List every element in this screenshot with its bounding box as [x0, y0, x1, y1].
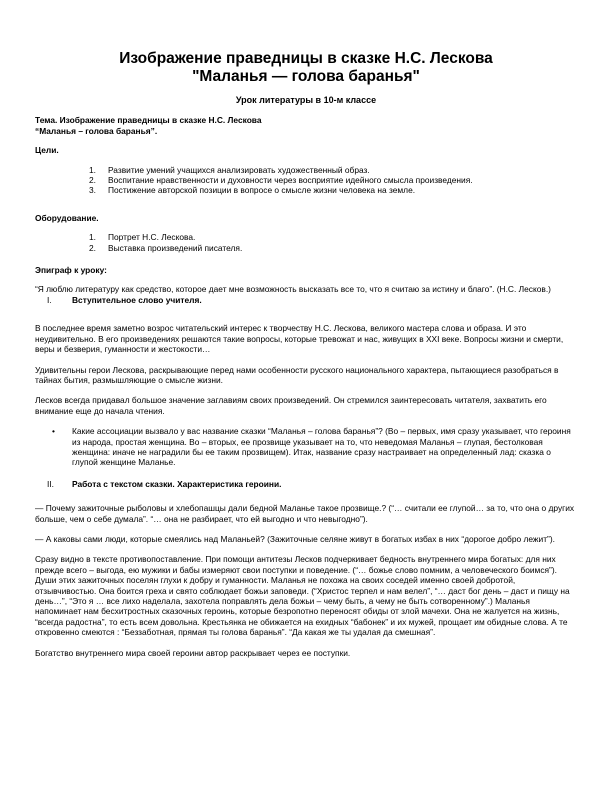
title-line-1: Изображение праведницы в сказке Н.С. Лескова — [119, 50, 493, 67]
section-1-heading — [35, 295, 577, 305]
topic-line-1: Тема. Изображение праведницы в сказке Н.С. Лескова — [35, 115, 262, 126]
topic — [35, 115, 577, 136]
section-2-heading — [35, 479, 577, 489]
equipment-list — [35, 232, 577, 253]
list-number: 1. — [89, 164, 96, 175]
list-item — [35, 165, 577, 175]
document-title — [35, 50, 577, 86]
section-2-title: Работа с текстом сказки. Характеристика героини. — [72, 478, 282, 489]
equipment-heading: Оборудование. — [35, 212, 99, 223]
paragraph: — Почему зажиточные рыболовы и хлебопашцы дали бедной Маланье такое прозвище.? (“… считали ее глупой… за то, что она о других больше, чем о себе думала”. “… она не разбирает, что ей выгодно и что невыгодно”). — [35, 503, 575, 524]
bullet-icon: • — [52, 426, 55, 437]
title-line-2: "Маланья — голова баранья" — [192, 68, 420, 85]
document-page — [35, 50, 577, 658]
paragraph: В последнее время заметно возрос читательский интерес к творчеству Н.С. Лескова, великого мастера слова и образа. И это неудивительно. В его произведениях решаются такие вопросы, которые тревожат и нас, живущих в XXI веке. Вопросы жизни и смерти, веры и безверия, гуманности и жестокости… — [35, 323, 564, 355]
paragraph: Лесков всегда придавал большое значение заглавиям своих произведений. Он стремился заинтересовать читателя, захватить его внимание еще до начала чтения. — [35, 395, 547, 416]
list-item — [35, 185, 577, 195]
list-number: 3. — [89, 185, 96, 196]
list-text: Постижение авторской позиции в вопросе о смысле жизни человека на земле. — [108, 185, 416, 196]
paragraph: Сразу видно в тексте противопоставление. При помощи антитезы Лесков подчеркивает бедность внутреннего мира богатых: для них прежде всего – выгода, ею мужики и бабы измеряют свои поступки и поведение. (“… божье слово помним, а человеческого боимся”). Души этих зажиточных поселян глухи к добру и гуманности. Маланья не похожа на своих соседей именно своей добротой, отзывчивостью. Она боится греха и свято соблюдает божьи заповеди. (“Христос терпел и нам велел”, “… даст бог день – даст и пищу на день…”, “Это я … все лихо наделала, захотела поправлять дела божьи – чему быть, а чему не быть сотворенному”.) Маланья напоминает нам бесхитростных сказочных героинь, которые безропотно переносят обиды от злой мачехи. Она не жалуется на жизнь, “всегда радостна”, то есть всем довольна. Крестьянка не обижается на ехидных “бабонек” и их мужей, прощает им обидные слова. А те откровенно смеются : “Беззаботная, прямая ты голова баранья”. “Да какая же ты удалая да смешная”. — [35, 554, 570, 638]
list-number: 1. — [89, 232, 96, 243]
subtitle: Урок литературы в 10-м классе — [235, 95, 377, 105]
paragraph: Богатство внутреннего мира своей героини автор раскрывает через ее поступки. — [35, 647, 351, 658]
list-text: Воспитание нравственности и духовности через восприятие идейного смысла произведения. — [108, 175, 473, 186]
list-number: 2. — [89, 175, 96, 186]
goals-heading: Цели. — [35, 145, 59, 156]
list-item — [35, 243, 577, 253]
goals-list — [35, 165, 577, 196]
list-item — [35, 426, 577, 468]
list-text: Какие ассоциации вызвало у вас название сказки “Маланья – голова баранья”? (Во – первых, имя сразу указывает, что героиня из народа, простая женщина. Во – вторых, ее прозвище указывает на то, что неведомая Маланья – глупая, бестолковая женщина: иначе не наградили бы ее таким прозвищем). Итак, название сразу настраивает на определенный лад: сказка о глупой женщине Маланье. — [72, 426, 571, 468]
list-text: Выставка произведений писателя. — [108, 242, 243, 253]
paragraph: Удивительны герои Лескова, раскрывающие перед нами особенности русского национального характера, пытающиеся разобраться в тайнах бытия, размышляющие о смысле жизни. — [35, 364, 559, 385]
bullet-list — [35, 426, 577, 468]
paragraph: — А каковы сами люди, которые смеялись над Маланьей? (Зажиточные селяне живут в богатых избах в них “дорогое добро лежит”). — [35, 533, 555, 544]
list-item — [35, 175, 577, 185]
epigraph-text: “Я люблю литературу как средство, которое дает мне возможность высказать все то, что я считаю за истину и благо”. (Н.С. Лесков.) — [35, 284, 551, 295]
list-text: Развитие умений учащихся анализировать художественный образ. — [108, 164, 370, 175]
topic-line-2: “Маланья – голова баранья”. — [35, 125, 158, 136]
list-number: 2. — [89, 242, 96, 253]
section-1-title: Вступительное слово учителя. — [72, 294, 202, 305]
section-1-number: I. — [47, 294, 52, 305]
epigraph-heading: Эпиграф к уроку: — [35, 265, 107, 276]
list-item — [35, 232, 577, 242]
list-text: Портрет Н.С. Лескова. — [108, 232, 196, 243]
section-2-number: II. — [47, 478, 54, 489]
